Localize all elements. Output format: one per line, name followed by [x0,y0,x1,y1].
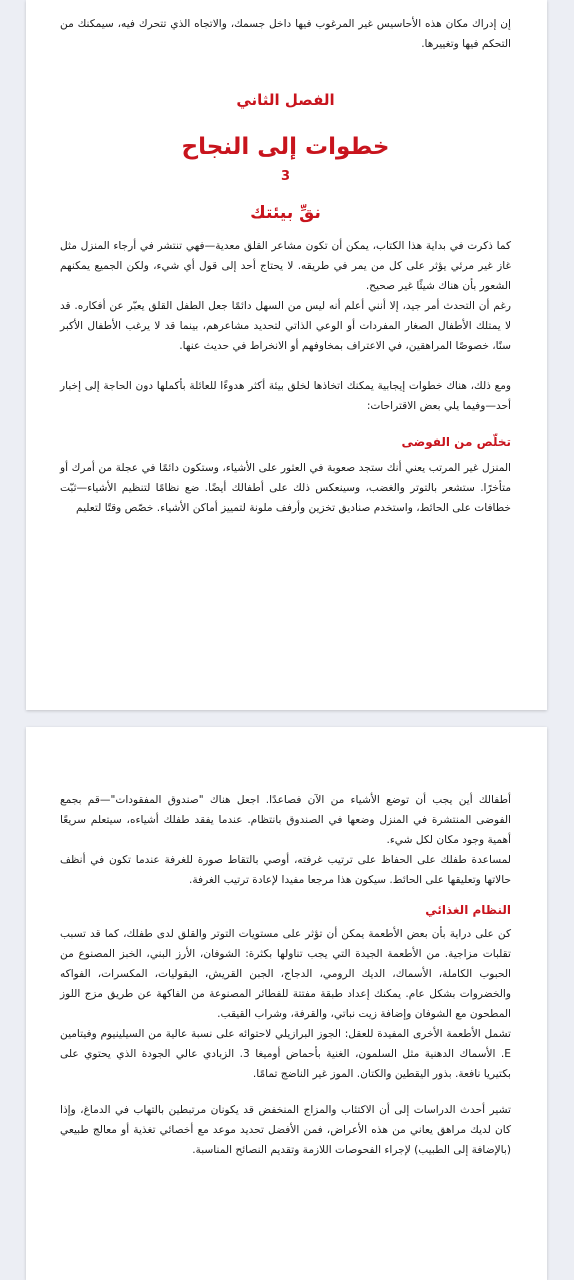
paragraph: ومع ذلك، هناك خطوات إيجابية يمكنك اتخاذها لخلق بيئة أكثر هدوءًا للعائلة بأكملها دون الحاجة إلى إخبار أحد—وفيما يلي بعض الاقتراحات: [60,380,511,412]
chapter-title: خطوات إلى النجاح [181,134,390,160]
paragraph: رغم أن التحدث أمر جيد، إلا أنني أعلم أنه ليس من السهل دائمًا جعل الطفل القلق يعبّر عن أفكاره. قد لا يمتلك الأطفال الصغار المفردات أو الوعي الذاتي لتحديد مشاعرهم، بينما قد لا يرغب الأطفال الأكبر سنًا، خصوصًا المراهقين، في الاعتراف بمخاوفهم أو الانخراط في حديث عنها. [60,300,511,352]
subheading-diet: النظام الغذائي [425,903,511,917]
document-page-1 [26,0,547,710]
section-title: نقِّ بيئتك [250,203,321,223]
paragraph: كن على دراية بأن بعض الأطعمة يمكن أن تؤثر على مستويات التوتر والقلق لدى طفلك، كما قد تسبب تقلبات مزاجية. من الأطعمة الجيدة التي يجب تناولها بكثرة: الشوفان، الأرز البني، الخبز المصنوع من الحبوب الكاملة، الأسماك، الديك الرومي، الدجاج، الجبن القريش، البقوليات، المكسرات، الفواكه والخضروات بشكل عام. يمكنك إعداد طبقة مفتتة للفطائر المصنوعة من الفاكهة عن طريق مزج اللوز المطحون مع الشوفان وإضافة زيت نباتي، والقرفة، وشراب القيقب. [60,928,511,1020]
document-page-2 [26,727,547,1280]
intro-paragraph: إن إدراك مكان هذه الأحاسيس غير المرغوب فيها داخل جسمك، والاتجاه الذي تتحرك فيه، سيمكنك من التحكم فيها وتغييرها. [60,18,511,50]
paragraph-gap [60,1084,511,1100]
paragraph: تشير أحدث الدراسات إلى أن الاكتئاب والمزاج المنخفض قد يكونان مرتبطين بالتهاب في الدماغ، وإذا كان لديك مراهق يعاني من هذه الأعراض، فمن الأفضل تحديد موعد مع أخصائي تغذية أو معالج طبيعي (بالإضافة إلى الطبيب) لإجراء الفحوصات اللازمة وتقديم النصائح المناسبة. [60,1104,511,1156]
paragraph: تشمل الأطعمة الأخرى المفيدة للعقل: الجوز البرازيلي لاحتوائه على نسبة عالية من السيلينيوم وفيتامين E. الأسماك الدهنية مثل السلمون، الغنية بأحماض أوميغا 3. الزبادي عالي الجودة الذي يحتوي على بكتيريا نافعة. بذور اليقطين والكتان. الموز غير الناضج تمامًا. [60,1028,511,1080]
paragraph: المنزل غير المرتب يعني أنك ستجد صعوبة في العثور على الأشياء، وستكون دائمًا في عجلة من أمرك أو متأخرًا. ستشعر بالتوتر والغضب، وسينعكس ذلك على أطفالك أيضًا. ضع نظامًا لتنظيم الأشياء—ثبّت خطافات على الحائط، واستخدم صناديق تخزين وأرفف ملونة لتمييز أماكن الأشياء. خصّص وقتًا لتعليم [60,462,511,514]
chapter-label: الفصل الثاني [236,91,335,109]
paragraph: لمساعدة طفلك على الحفاظ على ترتيب غرفته، أوصي بالتقاط صورة للغرفة عندما تكون في أنظف حالاتها وتعليقها على الحائط. سيكون هذا مرجعا مفيدا لإعادة ترتيب الغرفة. [60,854,511,886]
paragraph: كما ذكرت في بداية هذا الكتاب، يمكن أن تكون مشاعر القلق معدية—فهي تنتشر في أرجاء المنزل مثل غاز غير مرئي يؤثر على كل من يمر في طريقه. لا يحتاج أحد إلى قول أي شيء، ولكن الجميع يمكنهم الشعور بأن هناك شيئًا غير صحيح. [60,240,511,292]
paragraph: أطفالك أين يجب أن توضع الأشياء من الآن فصاعدًا. اجعل هناك "صندوق المفقودات"—قم بجمع الفوضى المنتشرة في المنزل وضعها في الصندوق بانتظام. عندما يفقد طفلك أشياءه، سيتعلم سريعًا أهمية وجود مكان لكل شيء. [60,794,511,846]
paragraph-gap [60,356,511,376]
subheading-declutter: تخلّص من الفوضى [401,435,511,449]
chapter-number: 3 [280,169,291,184]
